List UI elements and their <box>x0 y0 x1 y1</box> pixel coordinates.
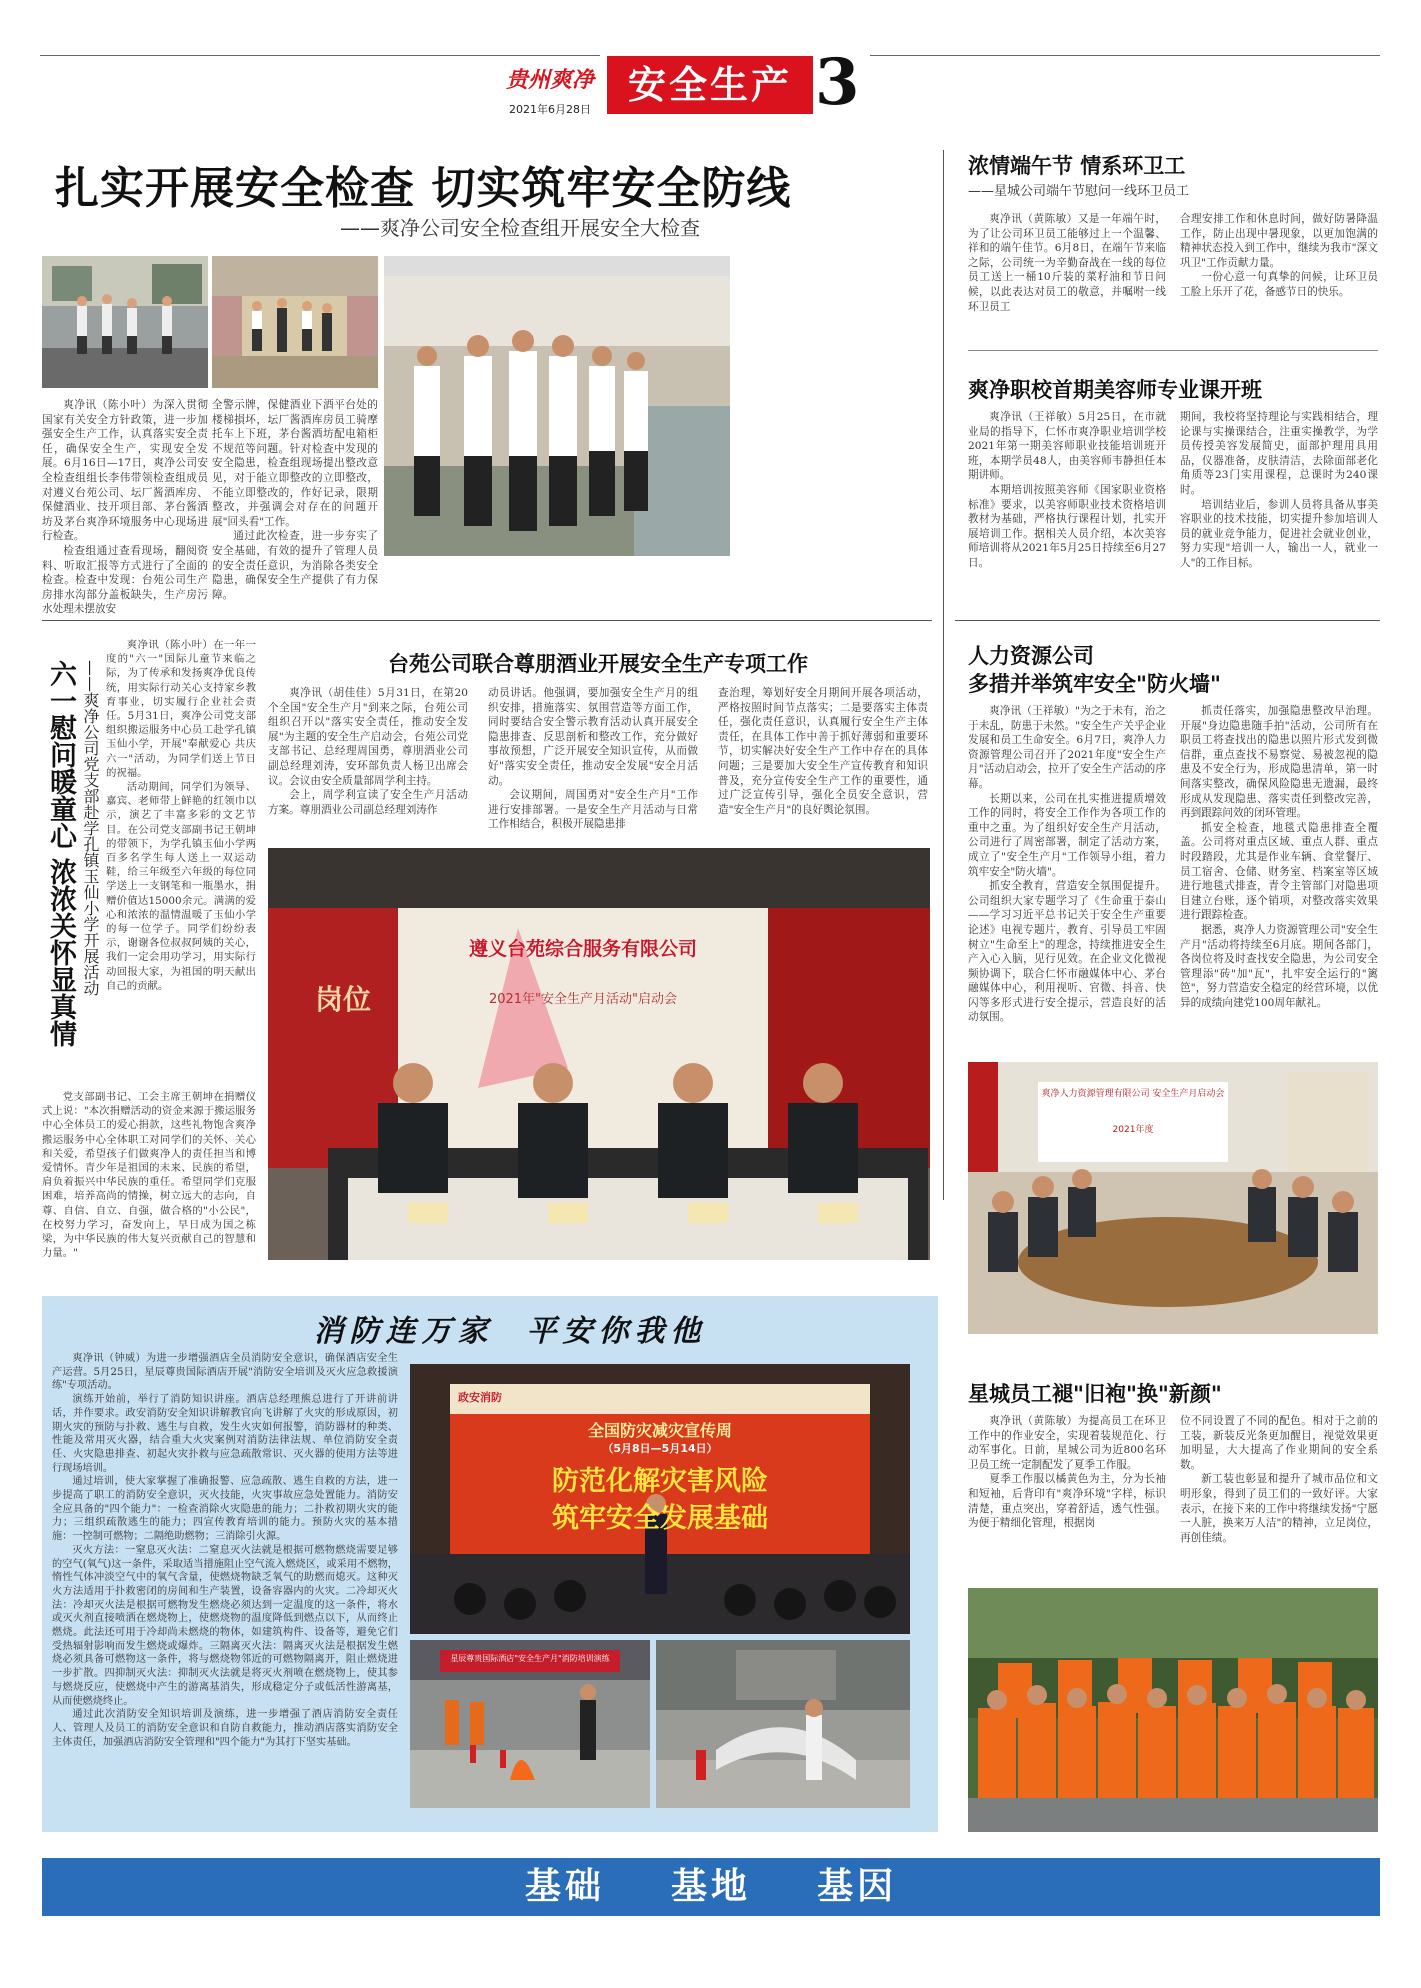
fire-photo-week: 全国防灾减灾宣传周 <box>587 1421 732 1440</box>
taiyuan-col2 <box>488 686 698 832</box>
renli-photo-sign: 爽净人力资源管理有限公司 安全生产月启动会 <box>1041 1089 1225 1099</box>
renli-col2-p2: 抓安全检查，地毯式隐患排查全覆盖。公司将对重点区域、重点人群、重点时段踏段，尤其是作业车辆、食堂餐厅、员工宿舍、仓储、财务室、档案室等区域进行地毯式排查，青令主管部门对隐患项目建立台账，逐个销项，对整改落实效果进行跟踪检查。 <box>1180 821 1378 922</box>
duanwu-col2-p1: 合理安排工作和休息时间，做好防暑降温工作，防止出现中暑现象，以更加饱满的精神状态投入到工作中，继续为我市"深文巩卫"工作贡献力量。 <box>1180 213 1378 269</box>
taiyuan-banner-event: 2021年"安全生产月活动"启动会 <box>488 992 678 1007</box>
fire-photo-logo: 政安消防 <box>458 1391 502 1404</box>
liuyi-p2: 活动期间，同学们为领导、嘉宾、老师带上鲜艳的红领巾以示，演艺了丰富多彩的文艺节目。在公司党支部副书记王朝坤的带领下，为学孔镇玉仙小学两百多名学生每人送上一双运动鞋，给三年级至六年级的每位同学送上一支钢笔和一瓶墨水，捐赠价值达15000余元。满满的爱心和浓浓的温情温暖了玉仙小学的每一位学子。同学们纷纷表示，谢谢各位叔叔阿姨的关心，我们一定会用功学习，用实际行动回报大家，为祖国的明天献出自己的贡献。 <box>106 781 256 992</box>
duanwu-col1 <box>968 212 1166 314</box>
footer-band <box>42 1858 1380 1916</box>
section-banner <box>607 56 813 114</box>
xingcheng-col2-p1: 位不同设置了不同的配色。相对于之前的工装，新装反光条更加醒目，视觉效果更加明显，大大提高了作业期间的安全系数。 <box>1180 1415 1378 1471</box>
fire-training-photo <box>410 1364 910 1634</box>
meirong-col2 <box>1180 410 1378 571</box>
fire-photo-line2: 筑牢安全发展基础 <box>552 1503 768 1534</box>
taiyuan-meeting-photo <box>268 848 930 1260</box>
lead-photo-2 <box>212 256 378 388</box>
taiyuan-col2-p1: 动员讲话。他强调，要加强安全生产月的组织安排，措施落实、氛围营造等方面工作，同时要结合安全警示教育活动认真开展安全隐患排查、反思剖析和整改工作，充分做好事故预想，广泛开展安全知识宣传，从而做好"落实安全责任，推动安全发展"安全月活动。 <box>488 687 698 787</box>
renli-col1 <box>968 704 1166 1025</box>
liuyi-body-top <box>106 638 256 993</box>
xingcheng-headline: 星城员工褪"旧袍"换"新颜" <box>968 1382 1222 1406</box>
meirong-col2-p2: 培训结业后，参训人员将具备从事美容职业的技术技能，切实提升参加培训人员的就业竞争能力，促进社会就业创业，努力实现"培训一人，输出一人，就业一人"的工作目标。 <box>1180 498 1378 569</box>
duanwu-col2-p2: 一份心意一句真挚的问候，让环卫员工脸上乐开了花，备感节日的快乐。 <box>1180 271 1378 298</box>
taiyuan-col1 <box>268 686 468 817</box>
xingcheng-col1-p2: 夏季工作服以橘黄色为主，分为长袖和短袖，后背印有"爽净环境"字样，标识清楚，重点突出，穿着舒适，透气性强。为便于精细化管理，根据岗 <box>968 1473 1166 1530</box>
xingcheng-col2-p2: 新工装也彰显和提升了城市品位和文明形象，得到了员工们的一致好评。大家表示，在接下来的工作中将继续发扬"宁愿一人脏，换来万人洁"的精神，立足岗位，再创佳绩。 <box>1180 1473 1378 1544</box>
meirong-col1-p1: 爽净讯（王祥敏）5月25日，在市就业局的指导下，仁怀市爽净职业培训学校2021年第一期美容师职业技能培训班开班，本期学员48人，由美容师韦静担任本期讲师。 <box>968 411 1166 482</box>
duanwu-col1-p1: 爽净讯（黄陈敏）又是一年端午时，为了让公司环卫员工能够过上一个温馨、祥和的端午佳节。6月8日，在端午节来临之际，公司统一为辛勤奋战在一线的每位员工送上一桶10斤装的菜籽油和节日问候，以此表达对员工的敬意，并嘱咐一线环卫员工 <box>968 213 1166 313</box>
renli-col2-p1: 抓责任落实，加强隐患整改早治理。开展"身边隐患随手拍"活动，公司所有在职员工将查找出的隐患以照片形式发到微信群，重点查找不易察觉、易被忽视的隐患及不安全行为，形成隐患清单，第一时间落实整改，确保风险隐患无遗漏，最终形成从发现隐患、落实责任到整改完善，再到跟踪问效的闭环管理。 <box>1180 705 1378 820</box>
meirong-col1-p2: 本期培训按照美容师《国家职业资格标准》要求，以美容师职业技术资格培训教材为基础，严格执行课程计划，扎实开展培训工作。据相关人员介绍，本次美容师培训将从2021年5月25日持续至6月27日。 <box>968 483 1166 569</box>
taiyuan-banner-company: 遵义台苑综合服务有限公司 <box>468 938 697 960</box>
xingcheng-col1 <box>968 1414 1166 1531</box>
duanwu-col2 <box>1180 212 1378 300</box>
taiyuan-col2-p2: 会议期间，周国勇对"安全生产月"工作进行安排部署。一是安全生产月活动与日常工作相结合，积极开展隐患排 <box>488 789 698 831</box>
taiyuan-banner-side: 岗位 <box>314 983 371 1016</box>
fire-p1: 爽净讯（钟威）为进一步增强酒店全员消防安全意识，确保酒店安全生产运营。5月25日，星辰尊贵国际酒店开展"消防安全培训及灭火应急救援演练"专项活动。 <box>52 1353 398 1392</box>
lead-col1-p2: 检查组通过查看现场，翻阅资料、听取汇报等方式进行了全面的检查。检查中发现：台苑公司生产房排水沟部分盖板缺失，生产房污水处理未摆放安 <box>42 544 208 616</box>
fire-drill-photo-2 <box>656 1640 910 1808</box>
taiyuan-col1-p2: 会上，周学利宣读了安全生产月活动方案。尊朋酒业公司副总经理刘涛作 <box>268 789 468 816</box>
lead-col1 <box>42 398 208 617</box>
fire-p2: 演练开始前，举行了消防知识讲座。酒店总经理熊总进行了开讲前讲话，并作要求。政安消防安全知识讲解教官向飞讲解了火灾的形成原因，初期火灾的预防与扑救、逃生与自救，发生火灾如何报警，消防器材的种类、性能及常用灭火器，结合重大火灾案例对消防法律法规、单位消防安全责任、火灾隐患排查、初起火灾扑救与应急疏散常识、灭火器的使用方法等进行现场培训。 <box>52 1394 398 1474</box>
section-rule-left <box>42 620 932 621</box>
fire-p5: 通过此次消防安全知识培训及演练，进一步增强了酒店消防安全责任人、管理人及员工的消防安全意识和自防自救能力，推动酒店落实消防安全主体责任，加强酒店消防安全管理和"四个能力"为其打下坚实基础。 <box>52 1709 398 1748</box>
renli-col1-p3: 抓安全教育，营造安全氛围促提升。公司组织大家专题学习了《生命重于泰山——学习习近平总书记关于安全生产重要论述》电视专题片，教育、引导员工牢固树立"生命至上"的理念，持续推进安全生产入心入脑，见行见效。在企业文化微视频协调下，联合仁怀市融媒体中心、茅台融媒体中心，利用视听、官微、抖音、快闪等多形式进行安全提示，营造良好的活动氛围。 <box>968 880 1166 1024</box>
liuyi-body-bottom <box>42 1090 256 1260</box>
footer-slogan: 基础 基地 基因 <box>524 1866 898 1907</box>
lead-col1-p1: 爽净讯（陈小叶）为深入贯彻国家有关安全方针政策，进一步加强安全生产工作，认真落实安全责任，确保安全生产，实现安全发展。6月16日—17日，爽净公司安全检查组组长李伟带领检查组成员对遵义台苑公司、坛厂酱酒库房、保健酒业、技开项目部、茅台酱酒坊及茅台爽净环境服务中心现场进行检查。 <box>42 399 208 543</box>
duanwu-headline: 浓情端午节 情系环卫工 <box>968 154 1186 178</box>
taiyuan-col1-p1: 爽净讯（胡佳佳）5月31日，在第20个全国"安全生产月"到来之际，台苑公司组织召开以"落实安全责任，推动安全发展"为主题的安全生产启动会，台苑公司党支部书记、总经理周国勇，尊朋酒业公司副总经理刘涛，安环部负责人杨卫出席会议。会议由安全质量部周学利主持。 <box>268 687 468 787</box>
section-title: 安全生产 <box>627 63 792 107</box>
issue-date: 2021年6月28日 <box>509 103 591 116</box>
liuyi-vertical-title: 六一慰问暖童心 浓浓关怀显真情 <box>45 660 76 1048</box>
section-rule-right <box>955 620 1380 621</box>
liuyi-p3: 党支部副书记、工会主席王朝坤在捐赠仪式上说："本次捐赠活动的资金来源于搬运服务中心全体员工的爱心捐款，这些礼物饱含爽净搬运服务中心全体职工对同学们的关怀、关心和关爱，希望孩子们做爽净人的责任担当和博爱情怀。青少年是祖国的未来、民族的希望，肩负着振兴中华民族的重任。希望同学们克服困难，培养高尚的情操，树立远大的志向，自尊、自信、自立、自强，做合格的"小公民"，在校努力学习，奋发向上，早日成为国之栋梁，为中华民族的伟大复兴贡献自己的智慧和力量。" <box>42 1091 256 1260</box>
fire-photo-line1: 防范化解灾害风险 <box>552 1466 768 1497</box>
taiyuan-headline: 台苑公司联合尊朋酒业开展安全生产专项工作 <box>388 652 808 676</box>
paper-logo: 贵州爽净 <box>505 67 594 93</box>
lead-headline: 扎实开展安全检查 切实筑牢安全防线 <box>55 163 792 214</box>
masthead-rule-right <box>870 55 1380 56</box>
fire-headline: 消防连万家 平安你我他 <box>313 1314 707 1349</box>
meirong-headline: 爽净职校首期美容师专业课开班 <box>968 378 1262 402</box>
fire-p3: 通过培训，使大家掌握了准确报警、应急疏散、逃生自救的方法，进一步提高了职工的消防安全意识，灭火技能，火灾事故应急处置能力。消防安全应具备的"四个能力"：一检查消除火灾隐患的能力；二扑救初期火灾的能力；三组织疏散逃生的能力；四宣传教育培训的能力。预防火灾的基本措施：一控制可燃物；二隔绝助燃物；三消除引火源。 <box>52 1476 398 1543</box>
fire-drill-banner: 星辰尊贵国际酒店"安全生产月"消防培训演练 <box>450 1654 610 1663</box>
liuyi-p1: 爽净讯（陈小叶）在一年一度的"六一"国际儿童节来临之际，为了传承和发扬爽净优良传统，用实际行动关心支持家乡教育事业，切实履行企业社会责任。5月31日，爽净公司党支部组织搬运服务中心员工赴学孔镇玉仙小学，开展"奉献爱心 共庆六一"活动，为同学们送上节日的祝福。 <box>106 639 256 779</box>
masthead-rule-left <box>40 55 600 56</box>
renli-headline-2: 多措并举筑牢安全"防火墙" <box>968 672 1221 696</box>
renli-col1-p2: 长期以来，公司在扎实推进提质增效工作的同时，将安全工作作为各项工作的重中之重。为了组织好安全生产月活动，公司进行了周密部署，制定了活动方案，成立了"安全生产月"工作领导小组，着力筑牢安全"防火墙"。 <box>968 792 1166 878</box>
fire-p4: 灭火方法：一窒息灭火法：二窒息灭火法就是根据可燃物燃烧需要足够的空气(氧气)这一条件，采取适当措施阻止空气流入燃烧区，或采用不燃物，惰性气体冲淡空气中的氧气含量，使燃烧物缺乏氧气的助燃而熄灭。这种灭火方法适用于扑救密闭的房间和生产装置，设备容器内的火灾。二冷却灭火法：冷却灭火法是根据可燃物发生燃烧必须达到一定温度的这一条件，将水或灭火剂直接喷洒在燃烧物上，使燃烧物的温度降低到燃点以下，从而终止燃烧。此法还可用于冷却尚未燃烧的物体，如建筑构件、设备等，避免它们受热辐射影响而发生燃烧或爆炸。三隔离灭火法：隔离灭火法是根据发生燃烧必须具备可燃物这一条件，将与燃烧物邻近的可燃物隔离开，阻止燃烧进一步扩散。四抑制灭火法：抑制灭火法就是将灭火剂喷在燃烧物上，使其参与燃烧反应，使燃烧中产生的游离基消失，形成稳定分子或低活性游离基，从而使燃烧终止。 <box>52 1544 398 1707</box>
fire-drill-photo-1 <box>410 1640 650 1808</box>
column-divider <box>943 150 944 1200</box>
fire-photo-date: （5月8日—5月14日） <box>602 1442 718 1455</box>
lead-col2-p2: 通过此次检查，进一步夯实了安全基础，有效的提升了管理人员的安全责任意识，为消除各类安全隐患，确保安全生产提供了有力保障。 <box>212 530 378 601</box>
meirong-col1 <box>968 410 1166 571</box>
renli-photo-sign-year: 2021年度 <box>1112 1125 1154 1135</box>
xingcheng-col2 <box>1180 1414 1378 1545</box>
renli-meeting-photo <box>968 1062 1378 1334</box>
taiyuan-col3-p1: 查治理，筹划好安全月期间开展各项活动，严格按照时间节点落实；二是要落实主体责任，强化责任意识，认真履行安全生产主体责任，在具体工作中善于抓好薄弱和重要环节，切实解决好安全生产工作中存在的具体问题；三是要加大安全生产宣传教育和知识普及，充分宣传安全生产工作的重要性，通过广泛宣传引导，强化全员安全意识，营造"安全生产月"的良好舆论氛围。 <box>718 687 928 816</box>
taiyuan-col3 <box>718 686 928 817</box>
renli-headline-1: 人力资源公司 <box>968 644 1094 668</box>
xingcheng-col1-p1: 爽净讯（黄陈敏）为提高员工在环卫工作中的作业安全，实现着装规范化、行动军事化。日前，星城公司为近800名环卫员工统一定制配发了夏季工作服。 <box>968 1415 1166 1471</box>
renli-col2 <box>1180 704 1378 1010</box>
renli-col1-p1: 爽净讯（王祥敏）"为之于未有，治之于未乱，防患于未然。"安全生产关乎企业发展和员工生命安全。6月7日，爽净人力资源管理公司召开了2021年度"安全生产月"活动启动会，拉开了安全生产活动的序幕。 <box>968 705 1166 790</box>
liuyi-vertical-subtitle: ——爽净公司党支部赴学孔镇玉仙小学开展活动 <box>81 660 100 996</box>
meirong-col2-p1: 期间，我校将坚持理论与实践相结合，理论课与实操课结合，注重实操教学，为学员传授美容发展简史，面部护理用具用品，仪器准备，皮肤清洁，去除面部老化角质等23门实用课程，总课时为240课时。 <box>1180 411 1378 496</box>
lead-photo-1 <box>42 256 208 388</box>
duanwu-subtitle: ——星城公司端午节慰问一线环卫员工 <box>968 184 1190 199</box>
lead-col2-p1: 全警示牌，保健酒业下酒平台处的楼梯損坏，坛厂酱酒库房员工骑摩托车上下班，茅台酱酒坊配电箱柜不规范等问题。针对检查中发现的安全隐患，检查组现场提出整改意见，对于能立即整改的立即整改，不能立即整改的，作好记录，限期整改，并强调会对存在的问题开展"回头看"工作。 <box>212 399 378 528</box>
renli-col2-p3: 据悉，爽净人力资源管理公司"安全生产月"活动将持续至6月底。期间各部门，各岗位将及时查找安全隐患，为公司安全管理添"砖"加"瓦"，扎牢安全运行的"篱笆"，努力营造安全稳定的经营环境，以优异的成绩向建党100周年献礼。 <box>1180 923 1378 1009</box>
xingcheng-group-photo <box>968 1588 1378 1832</box>
fire-body <box>52 1352 398 1749</box>
lead-subtitle: ——爽净公司安全检查组开展安全大检查 <box>340 216 700 240</box>
duanwu-rule <box>968 350 1378 351</box>
lead-photo-3 <box>384 256 730 556</box>
lead-col2 <box>212 398 378 602</box>
page-number: 3 <box>815 45 860 120</box>
